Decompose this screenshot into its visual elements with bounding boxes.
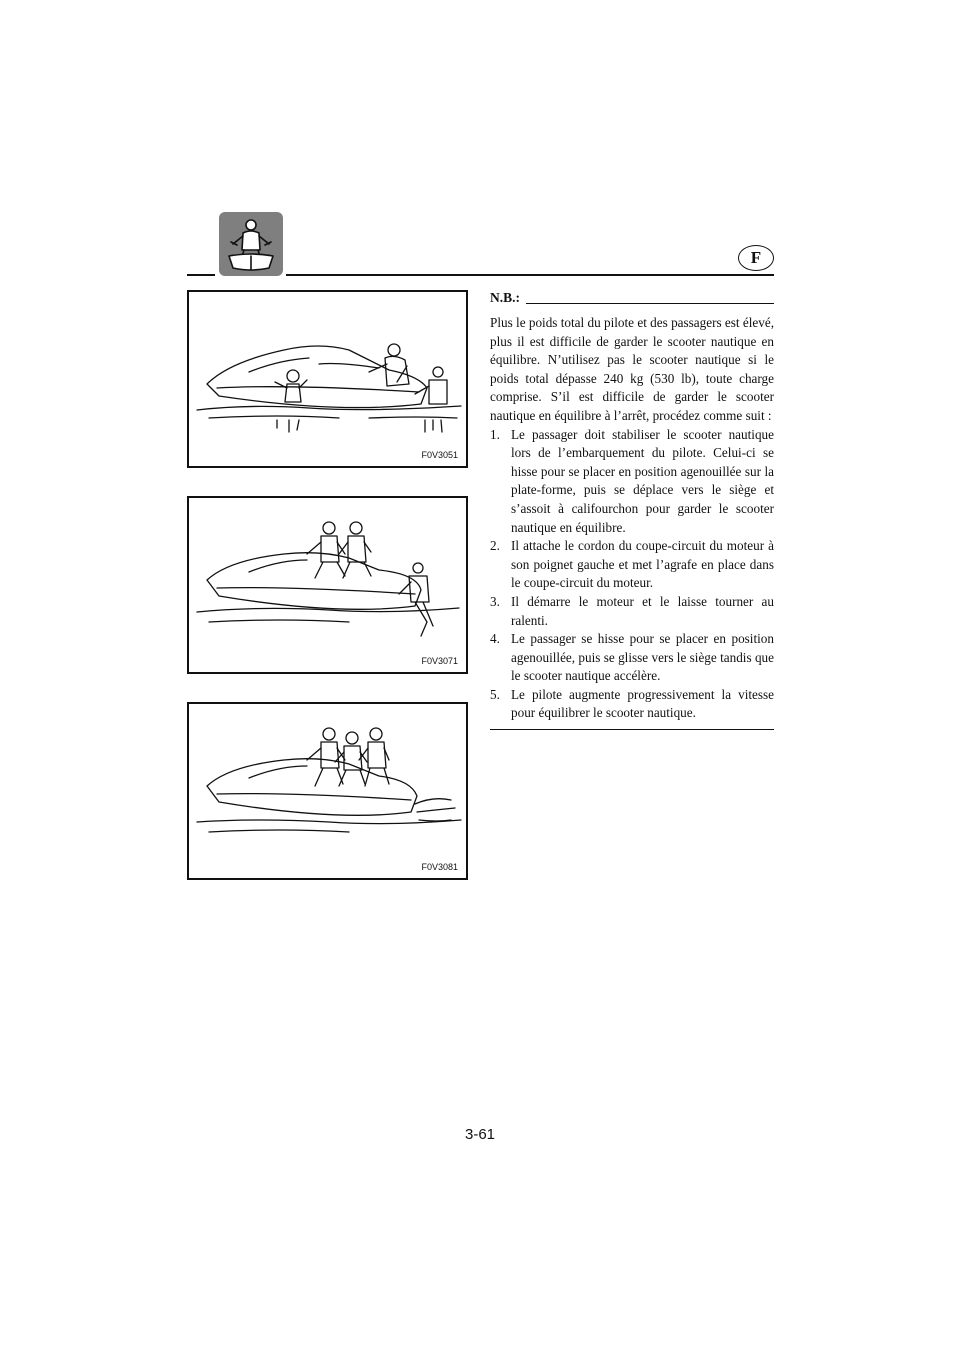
figure-passenger-boarding — [187, 496, 468, 674]
note-end-rule — [490, 729, 774, 730]
language-badge: F — [738, 245, 774, 271]
note-header — [490, 286, 774, 306]
passenger-boarding-rear-illustration — [189, 498, 470, 676]
header-rule-right — [286, 274, 774, 276]
page-number: 3-61 — [464, 1126, 496, 1143]
boarding-from-water-illustration — [189, 292, 470, 470]
figure-code: F0V3051 — [421, 450, 458, 460]
list-item: 2. Il attache le cordon du coupe-circuit du moteur à son poignet gauche et met l’agrafe en place dans le coupe-circuit du moteur. — [490, 538, 774, 591]
figure-code: F0V3081 — [421, 862, 458, 872]
list-item: 5. Le pilote augmente progressivement la vitesse pour équilibrer le scooter nautique. — [490, 686, 774, 721]
list-item: 4. Le passager se hisse pour se placer en position agenouillée, puis se glisse vers le siège tandis que le scooter nautique accélère. — [490, 631, 774, 684]
list-item: 3. Il démarre le moteur et le laisse tourner au ralenti. — [490, 593, 774, 628]
three-riders-seated-illustration — [189, 704, 470, 882]
header-rule-left — [187, 274, 215, 276]
note-title: N.B.: — [490, 290, 520, 305]
list-item: 1. Le passager doit stabiliser le scooter nautique lors de l’embarquement du pilote. Celui-ci se hisse pour se placer en position agenouillée sur la plate-forme, puis se déplace vers le siège et s’assoit à califourchon pour garder le scooter nautique en équilibre. — [490, 426, 774, 535]
figure-boarding-from-water — [187, 290, 468, 468]
note-steps — [490, 426, 774, 724]
figure-code: F0V3071 — [421, 656, 458, 666]
note-intro: Plus le poids total du pilote et des passagers est élevé, plus il est difficile de garder le scooter nautique en équilibre. N’utilisez pas le scooter nautique si le poids total dépasse 240 kg (530 lb), toute charge comprise. S’il est difficile de garder le scooter nautique en équilibre à l’arrêt, procédez comme suit : — [490, 315, 774, 423]
figure-three-riders — [187, 702, 468, 880]
note-body — [490, 314, 774, 723]
note-title-rule — [526, 303, 774, 304]
note-box — [490, 286, 774, 730]
jet-ski-rider-icon — [219, 212, 283, 276]
